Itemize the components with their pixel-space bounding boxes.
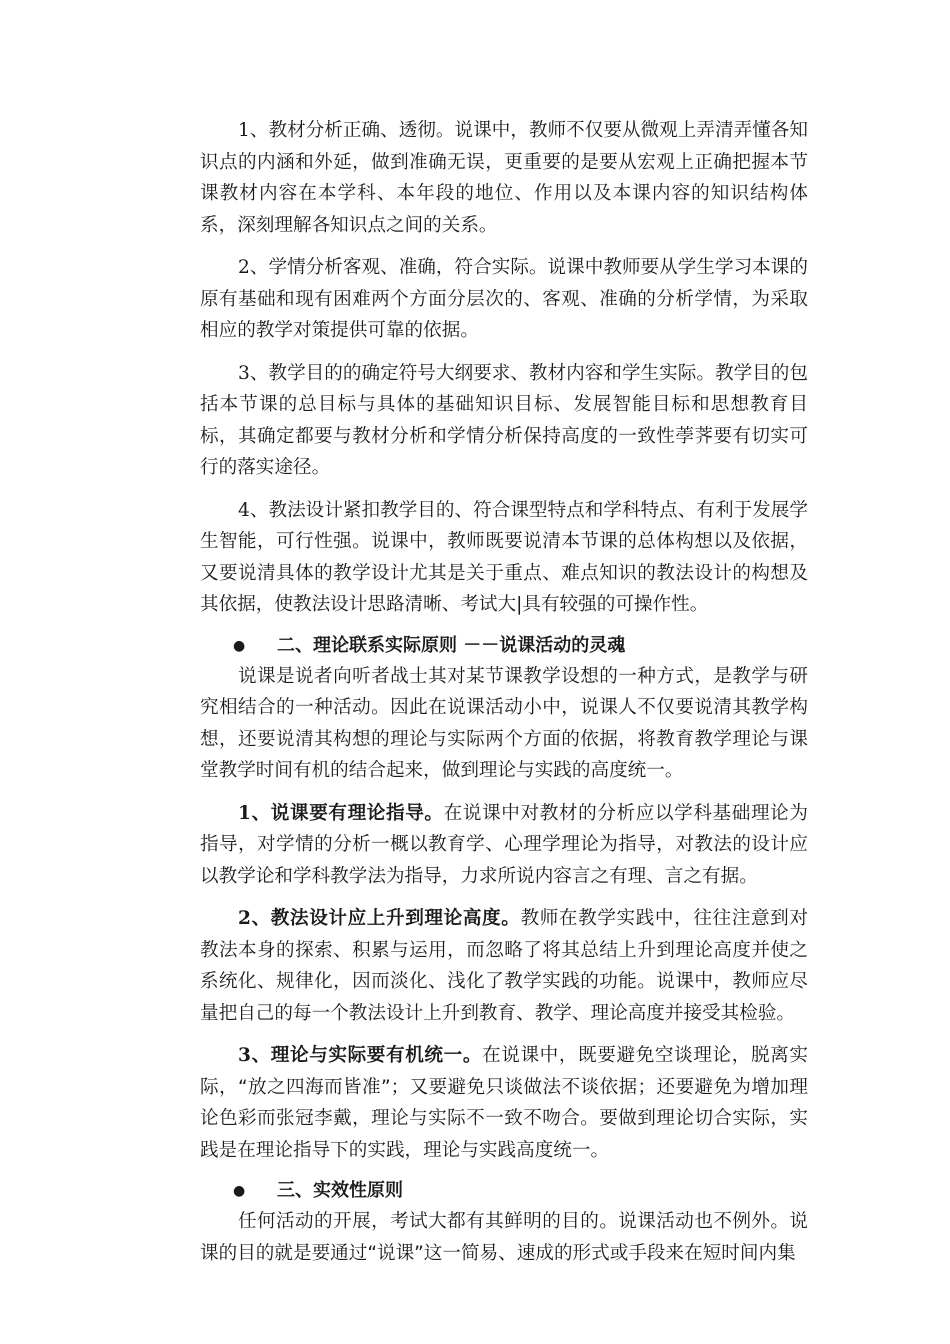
paragraph-text: 、教材分析正确、透彻。说课中，教师不仅要从微观上弄清弄懂各知识点的内涵和外延，做到准确无误，更重要的是要从宏观上正确把握本节课教材内容在本学科、本年段的地位、作用以及本课内容的知识结构体系，深刻理解各知识点之间的关系。 bbox=[200, 120, 808, 236]
section-heading-3 bbox=[200, 1177, 808, 1205]
paragraph-text: 、学情分析客观、准确，符合实际。说课中教师要从学生学习本课的原有基础和现有困难两个方面分层次的、客观、准确的分析学情，为采取相应的教学对策提供可靠的依据。 bbox=[200, 257, 808, 341]
item-number: 4 bbox=[238, 499, 250, 521]
section-2-item-1 bbox=[200, 798, 808, 893]
section-heading-text: 三、实效性原则 bbox=[277, 1180, 403, 1201]
item-number: 2 bbox=[238, 908, 251, 929]
section-heading-text: 二、理论联系实际原则 －－说课活动的灵魂 bbox=[277, 634, 626, 656]
paragraph-text: 任何活动的开展，考试大都有其鲜明的目的。说课活动也不例外。说课的目的就是要通过“说课”这一简易、速成的形式或手段来在短时间内集 bbox=[200, 1211, 808, 1264]
paragraph-2 bbox=[200, 252, 808, 347]
item-number: 1 bbox=[238, 120, 250, 141]
section-2-intro bbox=[200, 661, 808, 787]
document-page bbox=[200, 115, 808, 1269]
paragraph-text: 教师在教学实践中，往往注意到对教法本身的探索、积累与运用，而忽略了将其总结上升到理论高度并使之系统化、规律化，因而淡化、浅化了教学实践的功能。说课中，教师应尽量把自己的每一个教法设计上升到教育、教学、理论高度并接受其检验。 bbox=[200, 908, 808, 1024]
item-number: 1 bbox=[238, 802, 251, 824]
section-2-item-2 bbox=[200, 903, 808, 1029]
paragraph-4 bbox=[200, 495, 808, 621]
item-number: 3 bbox=[238, 362, 250, 384]
paragraph-text: 在说课中对教材的分析应以学科基础理论为指导，对学情的分析一概以教育学、心理学理论为指导，对教法的设计应以教学论和学科教学法为指导，力求所说内容言之有理、言之有据。 bbox=[200, 802, 808, 887]
item-lead: 、教法设计应上升到理论高度。 bbox=[250, 908, 521, 929]
section-3-intro bbox=[200, 1206, 808, 1269]
bullet-icon: ● bbox=[233, 1183, 246, 1199]
item-number: 2 bbox=[238, 257, 250, 278]
paragraph-text: 、教学目的的确定符号大纲要求、教材内容和学生实际。教学目的包括本节课的总目标与具体的基础知识目标、发展智能目标和思想教育目标，其确定都要与教材分析和学情分析保持高度的一致性荸荠要有切实可行的落实途径。 bbox=[200, 362, 808, 478]
item-lead: 、理论与实际要有机统一。 bbox=[250, 1045, 483, 1066]
paragraph-1 bbox=[200, 115, 808, 241]
item-number: 3 bbox=[238, 1045, 251, 1066]
paragraph-text: 在说课中，既要避免空谈理论，脱离实际，“放之四海而皆准”；又要避免只谈做法不谈依据；还要避免为增加理论色彩而张冠李戴，理论与实际不一致不吻合。要做到理论切合实际，实践是在理论指导下的实践，理论与实践高度统一。 bbox=[200, 1045, 808, 1161]
section-heading-2 bbox=[200, 632, 808, 660]
bullet-icon: ● bbox=[233, 637, 246, 654]
paragraph-text: 、教法设计紧扣教学目的、符合课型特点和学科特点、有利于发展学生智能，可行性强。说课中，教师既要说清本节课的总体构想以及依据，又要说清具体的教学设计尤其是关于重点、难点知识的教法设计的构想及其依据，使教法设计思路清晰、考试大|具有较强的可操作性。 bbox=[200, 499, 808, 615]
item-lead: 、说课要有理论指导。 bbox=[250, 802, 444, 824]
paragraph-3 bbox=[200, 358, 808, 484]
paragraph-text: 说课是说者向听者战士其对某节课教学设想的一种方式，是教学与研究相结合的一种活动。因此在说课活动小中，说课人不仅要说清其教学构想，还要说清其构想的理论与实际两个方面的依据，将教育教学理论与课堂教学时间有机的结合起来，做到理论与实践的高度统一。 bbox=[200, 665, 808, 781]
section-2-item-3 bbox=[200, 1040, 808, 1166]
